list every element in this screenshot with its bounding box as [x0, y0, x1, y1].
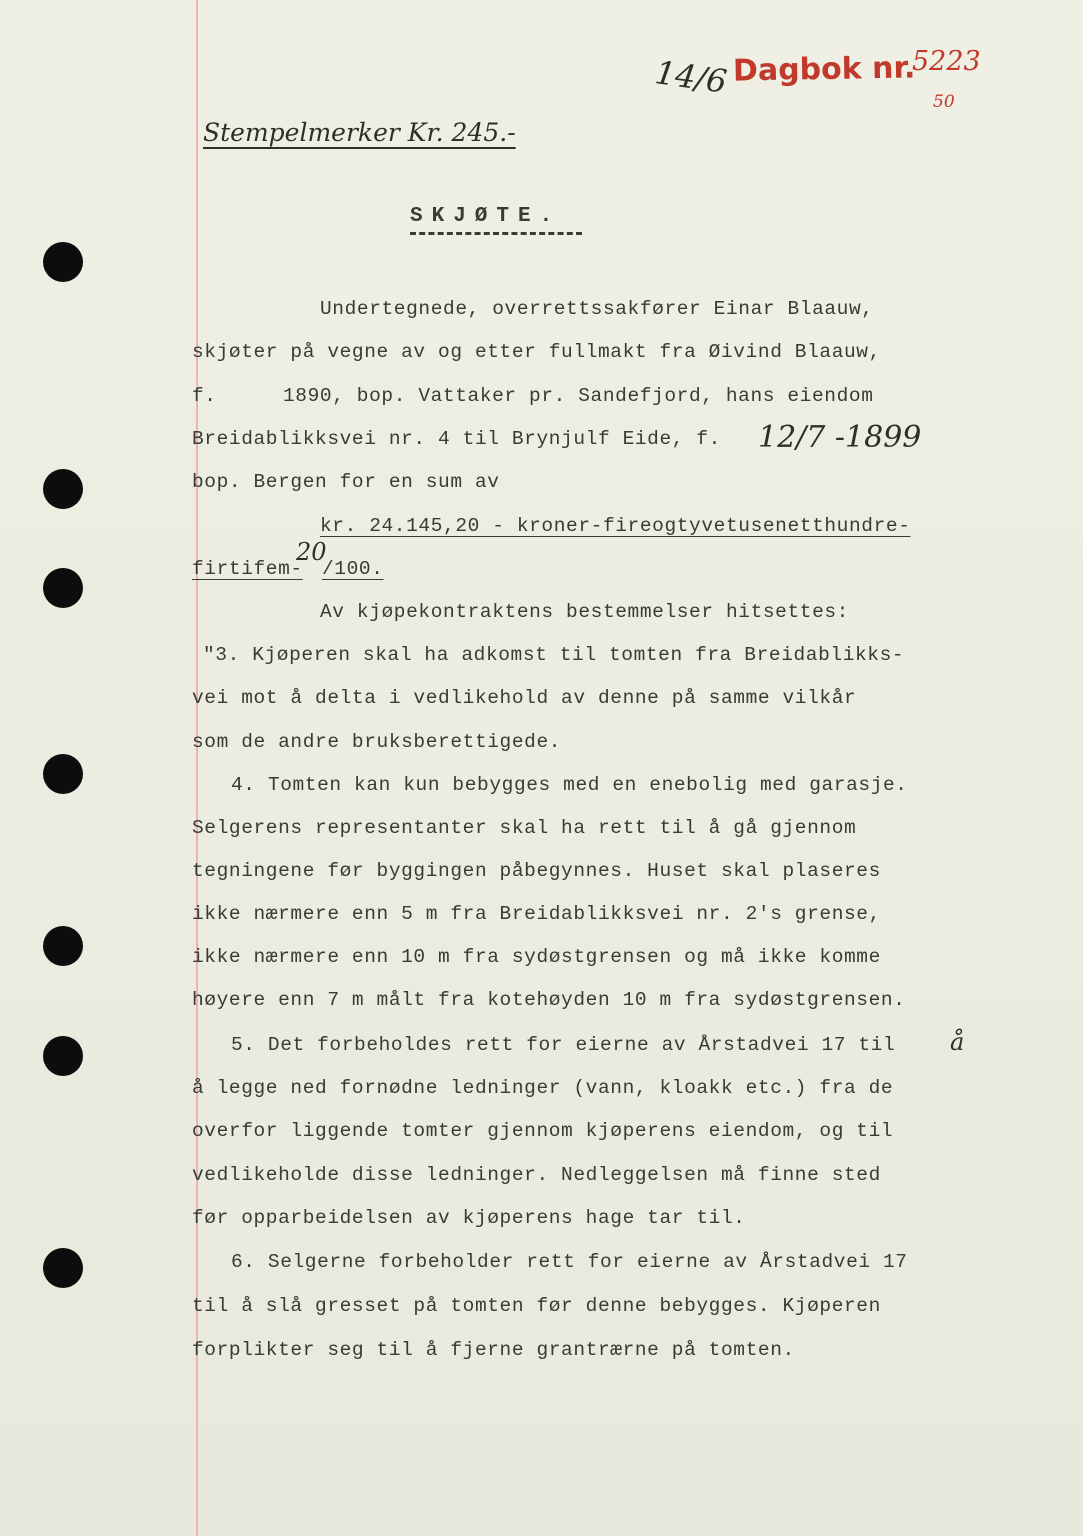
text-line: Breidablikksvei nr. 4 til Brynjulf Eide, f.	[192, 428, 721, 450]
handwritten-cents: 20	[296, 538, 327, 566]
text-line: til å slå gresset på tomten før denne bebygges. Kjøperen	[192, 1295, 881, 1317]
document-title: SKJØTE.	[410, 205, 562, 228]
text-line: høyere enn 7 m målt fra kotehøyden 10 m fra sydøstgrensen.	[192, 989, 906, 1011]
text-line: Undertegnede, overrettssakfører Einar Blaauw,	[320, 298, 874, 320]
text-line: skjøter på vegne av og etter fullmakt fra Øivind Blaauw,	[192, 341, 881, 363]
punch-hole	[43, 242, 83, 282]
punch-hole	[43, 568, 83, 608]
text-line: forplikter seg til å fjerne grantrærne på tomten.	[192, 1339, 795, 1361]
text-line: overfor liggende tomter gjennom kjøperens eiendom, og til	[192, 1120, 894, 1142]
text-line: ikke nærmere enn 5 m fra Breidablikksvei nr. 2's grense,	[192, 903, 881, 925]
text-line: Selgerens representanter skal ha rett til å gå gjennom	[192, 817, 857, 839]
punch-hole	[43, 926, 83, 966]
text-line: tegningene før byggingen påbegynnes. Huset skal plaseres	[192, 860, 881, 882]
punch-hole	[43, 1036, 83, 1076]
dagbok-year: 50	[933, 92, 955, 112]
text-line: Av kjøpekontraktens bestemmelser hitsettes:	[320, 601, 849, 623]
text-line: 1890, bop. Vattaker pr. Sandefjord, hans eiendom	[283, 385, 874, 407]
text-line: å legge ned fornødne ledninger (vann, kloakk etc.) fra de	[192, 1077, 894, 1099]
handwritten-margin-note: å	[950, 1028, 965, 1056]
punch-hole	[43, 754, 83, 794]
text-line: vei mot å delta i vedlikehold av denne på samme vilkår	[192, 687, 857, 709]
text-line: f.	[192, 385, 217, 407]
dagbok-stamp: Dagbok nr.	[732, 50, 916, 89]
text-line: ikke nærmere enn 10 m fra sydøstgrensen og må ikke komme	[192, 946, 881, 968]
text-line: 6. Selgerne forbeholder rett for eierne av Årstadvei 17	[231, 1251, 908, 1273]
title-underline	[410, 232, 582, 235]
text-line: 5. Det forbeholdes rett for eierne av Årstadvei 17 til	[231, 1034, 896, 1056]
text-line: 4. Tomten kan kun bebygges med en enebolig med garasje.	[231, 774, 908, 796]
text-line: før opparbeidelsen av kjøperens hage tar til.	[192, 1207, 746, 1229]
amount-line: firtifem-	[192, 558, 303, 580]
dagbok-number: 5223	[912, 46, 981, 77]
text-line: bop. Bergen for en sum av	[192, 471, 500, 493]
text-line: som de andre bruksberettigede.	[192, 731, 562, 753]
handwritten-date: 14/6	[652, 53, 730, 101]
text-line: "3. Kjøperen skal ha adkomst til tomten fra Breidablikks-	[203, 644, 905, 666]
handwritten-birth-date: 12/7 -1899	[758, 420, 922, 455]
amount-line: kr. 24.145,20 - kroner-fireogtyvetusenetthundre-	[320, 515, 911, 537]
punch-hole	[43, 469, 83, 509]
punch-hole	[43, 1248, 83, 1288]
text-line: vedlikeholde disse ledninger. Nedleggelsen må finne sted	[192, 1164, 881, 1186]
stamp-duty-note: Stempelmerker Kr. 245.-	[203, 118, 516, 147]
amount-line: /100.	[322, 558, 384, 580]
